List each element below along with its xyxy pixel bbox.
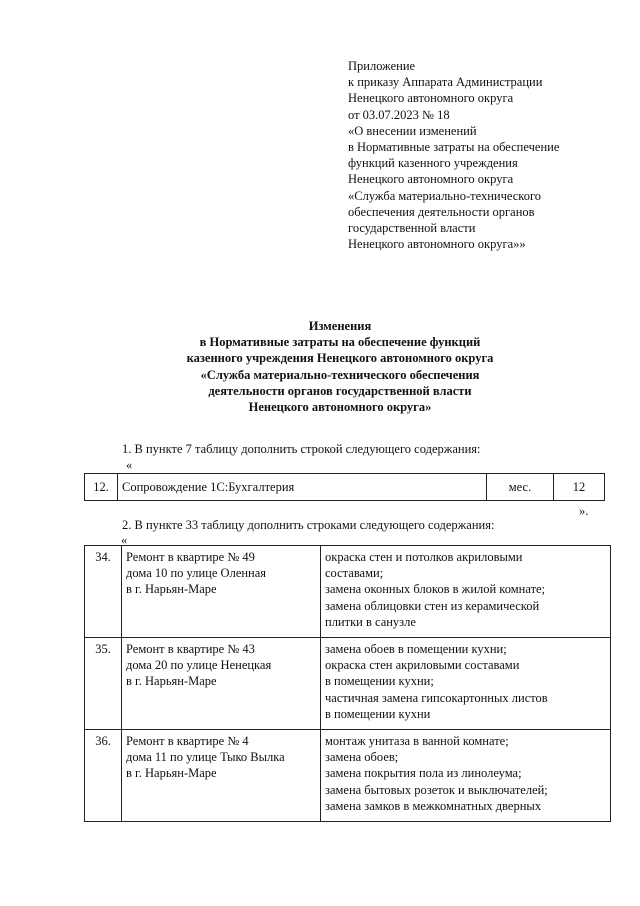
row-object xyxy=(122,546,321,638)
row-works xyxy=(321,638,611,730)
appendix-line: Ненецкого автономного округа xyxy=(348,172,514,187)
appendix-line: Приложение xyxy=(348,59,416,73)
row-object xyxy=(122,638,321,730)
section1-open-quote: « xyxy=(126,458,133,472)
section2-table xyxy=(84,545,611,822)
title-line: Ненецкого автономного округа» xyxy=(248,400,432,415)
works-line: замена обоев в помещении кухни; xyxy=(325,642,507,656)
appendix-line: государственной власти xyxy=(348,221,476,236)
works-line: замена покрытия пола из линолеума; xyxy=(325,766,522,781)
works-line: окраска стен и потолков акриловыми xyxy=(325,550,523,564)
appendix-line: к приказу Аппарата Администрации xyxy=(348,75,543,90)
section1-close-quote: ». xyxy=(579,504,589,518)
works-line: монтаж унитаза в ванной комнате; xyxy=(325,734,509,748)
object-line: в г. Нарьян-Маре xyxy=(126,766,217,781)
works-line: замена бытовых розеток и выключателей; xyxy=(325,782,548,797)
appendix-line: «Служба материально-технического xyxy=(348,188,542,203)
works-line: составами; xyxy=(325,566,384,581)
row-number: 35. xyxy=(85,638,122,730)
object-line: Ремонт в квартире № 49 xyxy=(126,550,255,564)
object-line: дома 20 по улице Ненецкая xyxy=(126,658,272,673)
row-works xyxy=(321,730,611,822)
row-number: 36. xyxy=(85,730,122,822)
appendix-line: от 03.07.2023 № 18 xyxy=(348,107,450,122)
appendix-line: Ненецкого автономного округа xyxy=(348,91,514,106)
works-line: окраска стен акриловыми составами xyxy=(325,658,520,673)
appendix-line: «О внесении изменений xyxy=(348,123,477,138)
row-name: Сопровождение 1С:Бухгалтерия xyxy=(118,474,487,501)
object-line: в г. Нарьян-Маре xyxy=(126,582,217,597)
table-row xyxy=(85,730,611,822)
table-row xyxy=(85,546,611,638)
works-line: замена замков в межкомнатных дверных xyxy=(325,798,542,813)
row-quantity: 12 xyxy=(554,474,605,501)
works-line: замена облицовки стен из керамической xyxy=(325,598,540,613)
appendix-line: функций казенного учреждения xyxy=(348,156,518,171)
appendix-line: Ненецкого автономного округа»» xyxy=(348,237,526,252)
works-line: в помещении кухни; xyxy=(325,674,434,689)
appendix-header xyxy=(348,58,628,252)
document-title xyxy=(0,318,640,415)
object-line: дома 10 по улице Оленная xyxy=(126,566,267,581)
works-line: в помещении кухни xyxy=(325,706,431,721)
section2-text: 2. В пункте 33 таблицу дополнить строками следующего содержания: xyxy=(122,518,495,532)
row-number: 12. xyxy=(85,474,118,501)
section1-table xyxy=(84,473,605,501)
table-row xyxy=(85,474,605,501)
works-line: замена обоев; xyxy=(325,750,399,765)
title-line: казенного учреждения Ненецкого автономного округа xyxy=(186,351,494,366)
title-line: «Служба материально-технического обеспечения xyxy=(200,367,480,382)
row-works xyxy=(321,546,611,638)
works-line: замена оконных блоков в жилой комнате; xyxy=(325,582,546,597)
row-unit: мес. xyxy=(487,474,554,501)
title-line: Изменения xyxy=(308,319,372,333)
row-object xyxy=(122,730,321,822)
object-line: в г. Нарьян-Маре xyxy=(126,674,217,689)
table-row xyxy=(85,638,611,730)
section2-open-quote: « xyxy=(121,533,128,547)
object-line: дома 11 по улице Тыко Вылка xyxy=(126,750,285,765)
appendix-line: в Нормативные затраты на обеспечение xyxy=(348,140,560,155)
works-line: частичная замена гипсокартонных листов xyxy=(325,690,548,705)
object-line: Ремонт в квартире № 4 xyxy=(126,734,249,748)
appendix-line: обеспечения деятельности органов xyxy=(348,204,535,219)
section1-text: 1. В пункте 7 таблицу дополнить строкой следующего содержания: xyxy=(122,442,481,456)
row-number: 34. xyxy=(85,546,122,638)
works-line: плитки в санузле xyxy=(325,614,416,629)
title-line: деятельности органов государственной власти xyxy=(208,383,472,398)
object-line: Ремонт в квартире № 43 xyxy=(126,642,255,656)
title-line: в Нормативные затраты на обеспечение функций xyxy=(199,335,481,350)
